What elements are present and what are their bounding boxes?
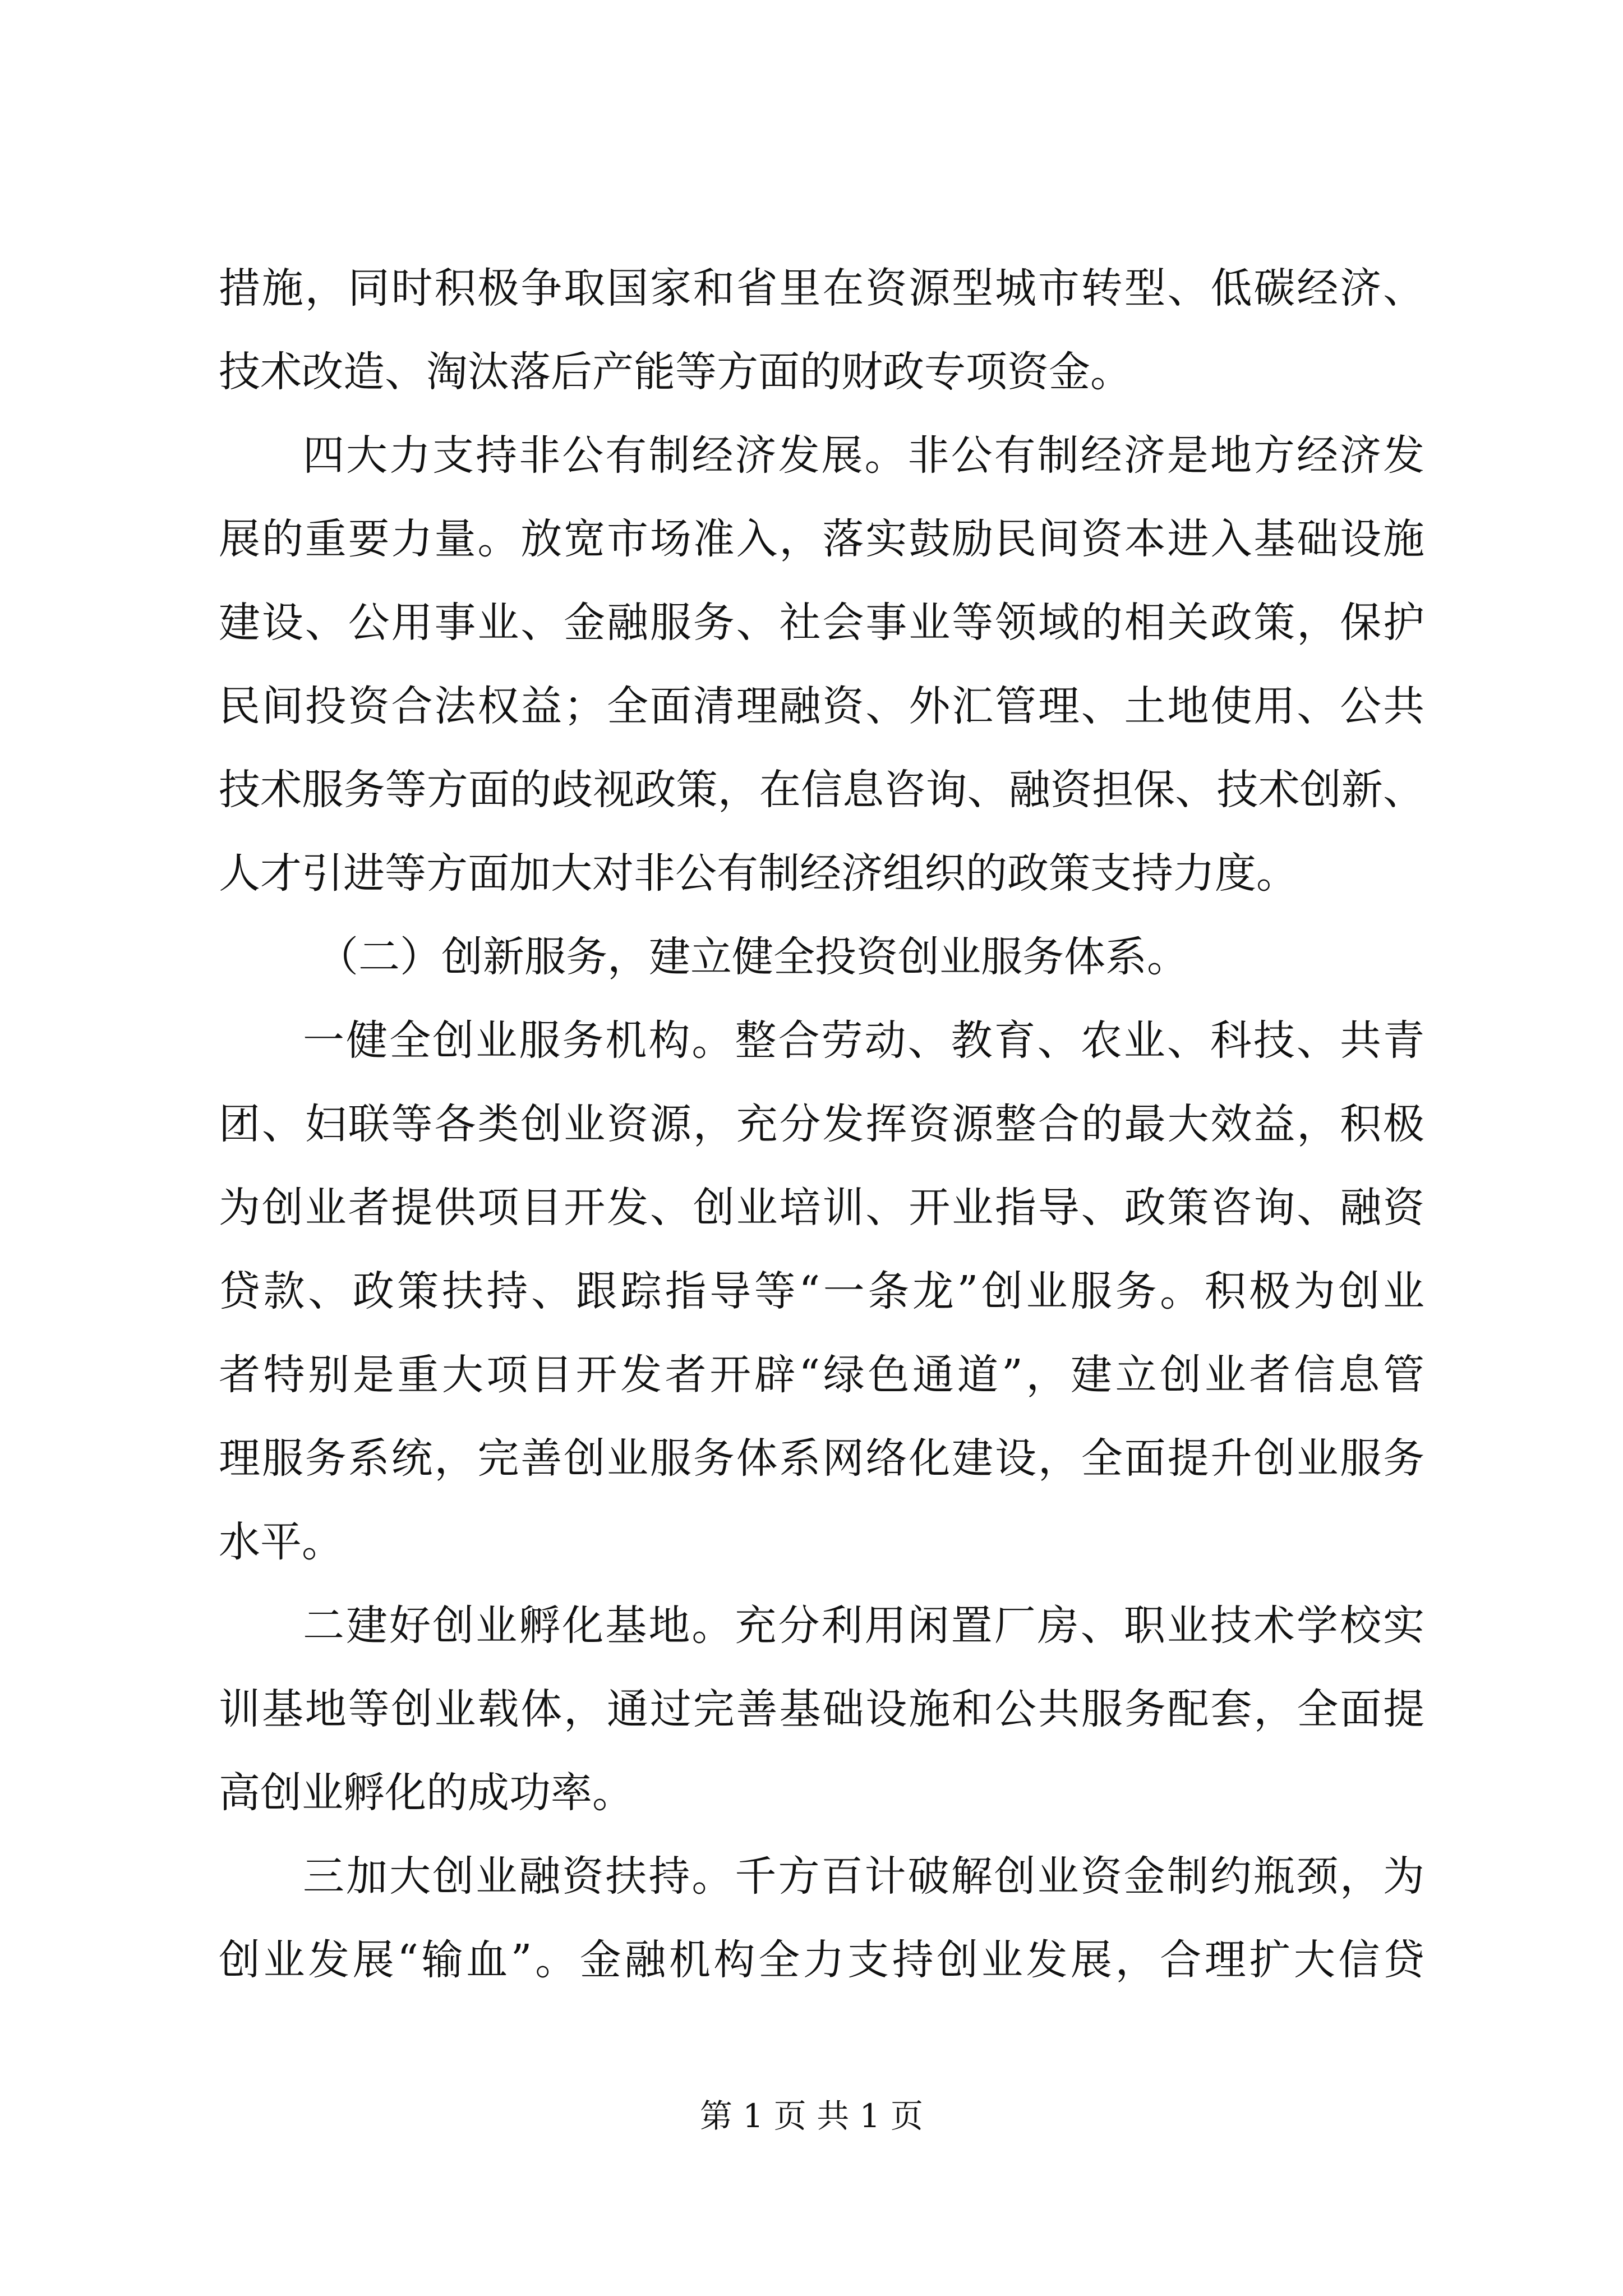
text-line: 团、妇联等各类创业资源，充分发挥资源整合的最大效益，积极 <box>219 1100 1424 1148</box>
text-line: 贷款、政策扶持、跟踪指导等“一条龙”创业服务。积极为创业 <box>219 1267 1424 1315</box>
text-line: 措施，同时积极争取国家和省里在资源型城市转型、低碳经济、 <box>219 264 1424 312</box>
paragraph-start-line: 四大力支持非公有制经济发展。非公有制经济是地方经济发 <box>303 431 1424 480</box>
text-line: 水平。 <box>219 1518 343 1566</box>
text-line: 创业发展“输血”。金融机构全力支持创业发展，合理扩大信贷 <box>219 1936 1424 1984</box>
paragraph-start-line: 二建好创业孵化基地。充分利用闲置厂房、职业技术学校实 <box>303 1602 1424 1650</box>
text-line: 者特别是重大项目开发者开辟“绿色通道”，建立创业者信息管 <box>219 1351 1424 1399</box>
text-line: 技术服务等方面的歧视政策，在信息咨询、融资担保、技术创新、 <box>219 766 1424 814</box>
text-line: 建设、公用事业、金融服务、社会事业等领域的相关政策，保护 <box>219 599 1424 647</box>
section-heading: （二）创新服务，建立健全投资创业服务体系。 <box>317 933 1188 981</box>
paragraph-start-line: 一健全创业服务机构。整合劳动、教育、农业、科技、共青 <box>303 1016 1424 1065</box>
text-line: 技术改造、淘汰落后产能等方面的财政专项资金。 <box>219 348 1132 396</box>
page-number-footer: 第 1 页 共 1 页 <box>700 2097 923 2135</box>
text-line: 展的重要力量。放宽市场准入，落实鼓励民间资本进入基础设施 <box>219 515 1424 563</box>
text-line: 人才引进等方面加大对非公有制经济组织的政策支持力度。 <box>219 849 1298 898</box>
text-line: 为创业者提供项目开发、创业培训、开业指导、政策咨询、融资 <box>219 1184 1424 1232</box>
text-line: 民间投资合法权益；全面清理融资、外汇管理、土地使用、公共 <box>219 682 1424 730</box>
paragraph-start-line: 三加大创业融资扶持。千方百计破解创业资金制约瓶颈，为 <box>303 1852 1424 1901</box>
text-line: 理服务系统，完善创业服务体系网络化建设，全面提升创业服务 <box>219 1434 1424 1483</box>
text-line: 高创业孵化的成功率。 <box>219 1769 634 1817</box>
document-body <box>219 247 1424 2002</box>
text-line: 训基地等创业载体，通过完善基础设施和公共服务配套，全面提 <box>219 1685 1424 1733</box>
